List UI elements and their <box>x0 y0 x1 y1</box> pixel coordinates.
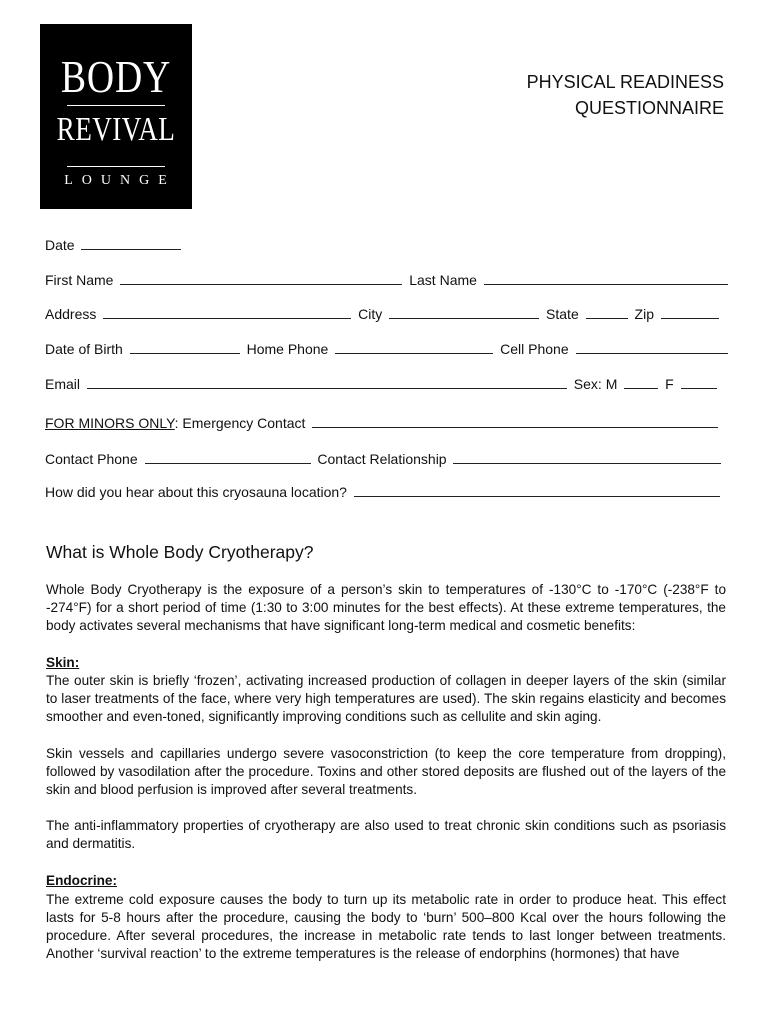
form-row-referral <box>45 483 723 501</box>
home-phone-label: Home Phone <box>246 341 329 357</box>
state-label: State <box>546 306 579 322</box>
form-row-email <box>45 375 720 393</box>
sex-m-label: Sex: M <box>573 376 618 392</box>
first-name-label: First Name <box>45 272 114 288</box>
form-row-name <box>45 271 731 289</box>
skin-heading: Skin: <box>46 655 80 670</box>
skin-paragraph-3: The anti-inflammatory properties of cryotherapy are also used to treat chronic skin conditions such as psoriasis and dermatitis. <box>46 818 726 851</box>
date-label: Date <box>45 237 75 253</box>
hear-about-field[interactable] <box>354 484 720 497</box>
contact-phone-field[interactable] <box>145 451 311 464</box>
logo-line-body: BODY <box>60 51 172 102</box>
city-field[interactable] <box>389 306 539 319</box>
cell-phone-label: Cell Phone <box>500 341 569 357</box>
dob-field[interactable] <box>130 341 240 354</box>
contact-relationship-field[interactable] <box>453 451 721 464</box>
title-line-2: QUESTIONNAIRE <box>574 98 724 118</box>
sex-f-field[interactable] <box>681 376 717 389</box>
contact-phone-label: Contact Phone <box>45 451 138 467</box>
form-row-contact <box>45 450 724 468</box>
state-field[interactable] <box>586 306 628 319</box>
skin-paragraph-2: Skin vessels and capillaries undergo severe vasoconstriction (to keep the core temperature from dropping), followed by vasodilation after the procedure. Toxins and other stored deposits are flushed out of the layers of the skin and blood perfusion is improved after several treatments. <box>46 746 726 797</box>
logo-line-revival: REVIVAL <box>56 111 176 148</box>
address-label: Address <box>45 306 97 322</box>
document-title <box>527 69 724 121</box>
date-field[interactable] <box>81 237 181 250</box>
zip-field[interactable] <box>661 306 719 319</box>
emergency-contact-field[interactable] <box>312 415 718 428</box>
dob-label: Date of Birth <box>45 341 123 357</box>
logo-rule-top <box>67 105 165 106</box>
minors-only-label: FOR MINORS ONLY <box>45 415 175 431</box>
emergency-contact-label: : Emergency Contact <box>174 415 306 431</box>
last-name-field[interactable] <box>484 272 728 285</box>
email-label: Email <box>45 376 81 392</box>
hear-about-label: How did you hear about this cryosauna location? <box>45 484 347 500</box>
form-row-emergency <box>45 414 721 432</box>
zip-label: Zip <box>634 306 654 322</box>
logo-rule-bottom <box>67 166 165 167</box>
form-row-phones <box>45 340 731 358</box>
last-name-label: Last Name <box>409 272 477 288</box>
title-line-1: PHYSICAL READINESS <box>526 72 724 92</box>
logo-line-lounge: LOUNGE <box>64 173 176 188</box>
endocrine-paragraph-1: The extreme cold exposure causes the body to turn up its metabolic rate in order to produce heat. This effect lasts for 5-8 hours after the procedure, causing the body to ‘burn’ 500–800 Kcal over the hours following the procedure. After several procedures, the increase in metabolic rate tends to last longer between treatments. Another ‘survival reaction’ to the extreme temperatures is the release of endorphins (hormones) that have <box>46 892 726 961</box>
form-row-address <box>45 305 722 323</box>
intro-paragraph: Whole Body Cryotherapy is the exposure of a person’s skin to temperatures of -130°C to -170°C (-238°F to -274°F) for a short period of time (1:30 to 3:00 minutes for the best effects). At these extreme temperatures, the body activates several mechanisms that have significant long-term medical and cosmetic benefits: <box>46 582 726 633</box>
cell-phone-field[interactable] <box>576 341 728 354</box>
address-field[interactable] <box>103 306 351 319</box>
form-row-date <box>45 236 184 254</box>
first-name-field[interactable] <box>120 272 402 285</box>
skin-paragraph-1: The outer skin is briefly ‘frozen’, activating increased production of collagen in deeper layers of the skin (similar to laser treatments of the face, where very high temperatures are used). The skin regains elasticity and becomes smoother and even-toned, significantly improving conditions such as cellulite and skin aging. <box>46 673 726 724</box>
section-heading: What is Whole Body Cryotherapy? <box>46 542 314 562</box>
city-label: City <box>358 306 383 322</box>
body-revival-logo <box>40 24 192 209</box>
home-phone-field[interactable] <box>335 341 493 354</box>
contact-relationship-label: Contact Relationship <box>317 451 447 467</box>
email-field[interactable] <box>87 376 567 389</box>
sex-m-field[interactable] <box>624 376 658 389</box>
endocrine-heading: Endocrine: <box>46 873 117 888</box>
sex-f-label: F <box>665 376 674 392</box>
